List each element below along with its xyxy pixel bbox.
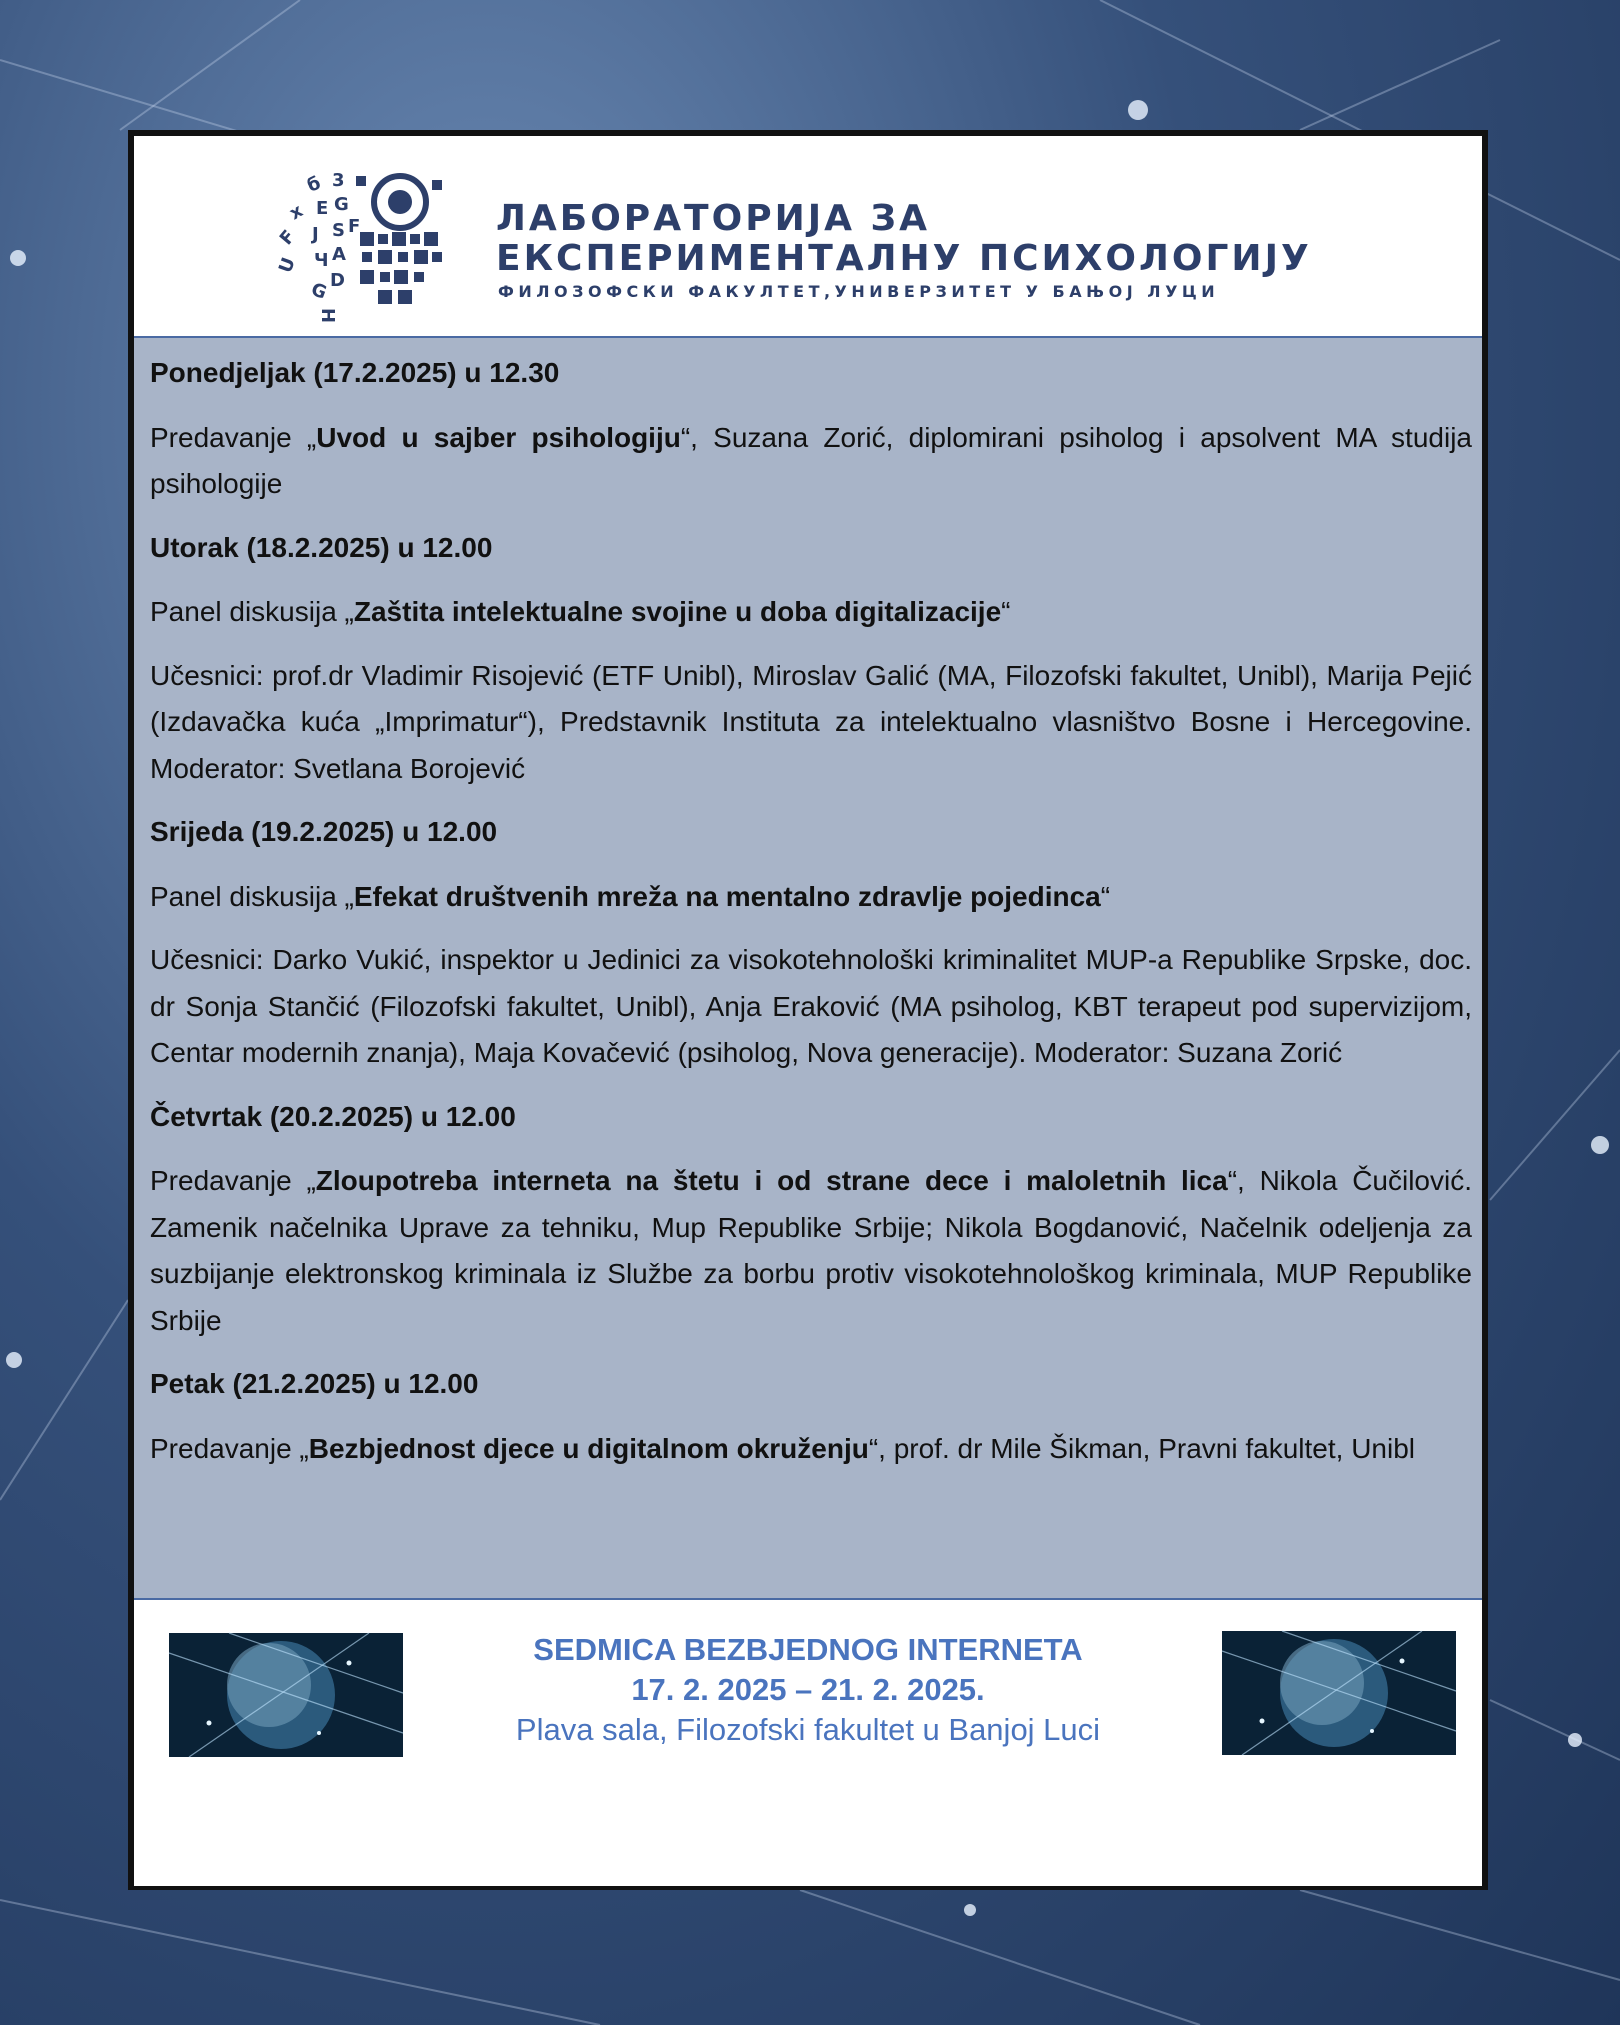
svg-text:H: H xyxy=(317,308,338,324)
lab-logo-icon xyxy=(274,162,452,324)
event-footer xyxy=(134,1598,1482,1886)
event-title: Zaštita intelektualne svojine u doba digitalizacije xyxy=(353,596,1002,627)
svg-text:G: G xyxy=(334,194,349,215)
participants-wednesday: Učesnici: Darko Vukić, inspektor u Jedinici za visokotehnološki kriminalitet MUP-a Republike Srpske, doc. dr Sonja Stančić (Filozofski fakultet, Unibl), Anja Eraković (MA psiholog, KBT terapeut pod supervizijom, Centar modernih znanja), Maja Kovačević (psiholog, Nova generacije). Moderator: Suzana Zorić xyxy=(150,944,1472,1068)
svg-text:Ч: Ч xyxy=(314,250,329,271)
day-friday: Petak (21.2.2025) u 12.00 xyxy=(150,1368,479,1399)
event-title: Bezbjednost djece u digitalnom okruženju xyxy=(308,1432,869,1464)
svg-text:б: б xyxy=(304,172,324,197)
event-type: Predavanje „ xyxy=(150,1165,316,1196)
event-thursday xyxy=(150,1158,1472,1344)
event-title: Zloupotreba interneta na štetu i od strane dece i maloletnih lica xyxy=(315,1165,1228,1196)
event-details: “ xyxy=(1100,880,1111,912)
event-details: “, prof. dr Mile Šikman, Pravni fakultet, Unibl xyxy=(868,1432,1416,1464)
svg-text:U: U xyxy=(274,254,300,276)
lab-name-line2: ЕКСПЕРИМЕНТАЛНУ ПСИХОЛОГИЈУ xyxy=(496,238,1312,279)
event-type: Predavanje „ xyxy=(150,421,317,453)
event-title: SEDMICA BEZBJEDNOG INTERNETA xyxy=(533,1632,1083,1667)
svg-text:E: E xyxy=(316,198,329,219)
event-monday xyxy=(150,415,1472,508)
event-friday xyxy=(150,1426,1472,1473)
participants-tuesday: Učesnici: prof.dr Vladimir Risojević (ETF Unibl), Miroslav Galić (MA, Filozofski fakultet, Unibl), Marija Pejić (Izdavačka kuća „Imprimatur“), Predstavnik Instituta za intelektualno vlasništvo Bosne i Hercegovine. Moderator: Svetlana Borojević xyxy=(150,659,1472,784)
event-type: Panel diskusija „ xyxy=(150,880,354,912)
svg-text:F: F xyxy=(275,226,300,250)
day-wednesday: Srijeda (19.2.2025) u 12.00 xyxy=(150,816,498,847)
program-poster xyxy=(128,130,1488,1890)
event-title: Uvod u sajber psihologiju xyxy=(316,421,681,453)
program-schedule xyxy=(134,338,1482,1598)
svg-text:S: S xyxy=(332,220,345,241)
lab-header xyxy=(134,136,1482,338)
event-type: Predavanje „ xyxy=(150,1432,309,1464)
day-thursday: Četvrtak (20.2.2025) u 12.00 xyxy=(150,1100,516,1132)
lab-name-line1: ЛАБОРАТОРИЈА ЗА xyxy=(496,198,930,239)
event-tuesday xyxy=(150,589,1472,636)
svg-text:F: F xyxy=(348,216,361,237)
event-details: “, Suzana Zorić, diplomirani psiholog i apsolvent MA studija psihologije xyxy=(150,421,1472,499)
globe-image xyxy=(1222,1631,1456,1755)
svg-text:3: 3 xyxy=(332,170,345,191)
lab-affiliation: ФИЛОЗОФСКИ ФАКУЛТЕТ,УНИВЕРЗИТЕТ У БАЊОЈ ЛУЦИ xyxy=(498,282,1220,301)
svg-text:x: x xyxy=(286,200,307,225)
svg-text:A: A xyxy=(332,244,346,265)
day-monday: Ponedjeljak (17.2.2025) u 12.30 xyxy=(150,357,560,388)
svg-text:G: G xyxy=(308,278,330,304)
day-tuesday: Utorak (18.2.2025) u 12.00 xyxy=(150,531,493,563)
event-details: “, Nikola Čučilović. Zamenik načelnika Uprave za tehniku, Mup Republike Srbije; Nikola Bogdanović, Načelnik odeljenja za suzbijanje elektronskog kriminala iz Službe za borbu protiv visokotehnološkog kriminala, MUP Republike Srbije xyxy=(150,1165,1472,1336)
svg-text:D: D xyxy=(330,270,345,291)
event-type: Panel diskusija „ xyxy=(150,596,354,627)
event-wednesday xyxy=(150,874,1472,921)
event-place: Plava sala, Filozofski fakultet u Banjoj Luci xyxy=(515,1712,1101,1747)
svg-text:J: J xyxy=(312,224,319,245)
event-details: “ xyxy=(1001,596,1011,627)
event-dates: 17. 2. 2025 – 21. 2. 2025. xyxy=(631,1672,985,1707)
event-title: Efekat društvenih mreža na mentalno zdravlje pojedinca xyxy=(353,880,1101,912)
